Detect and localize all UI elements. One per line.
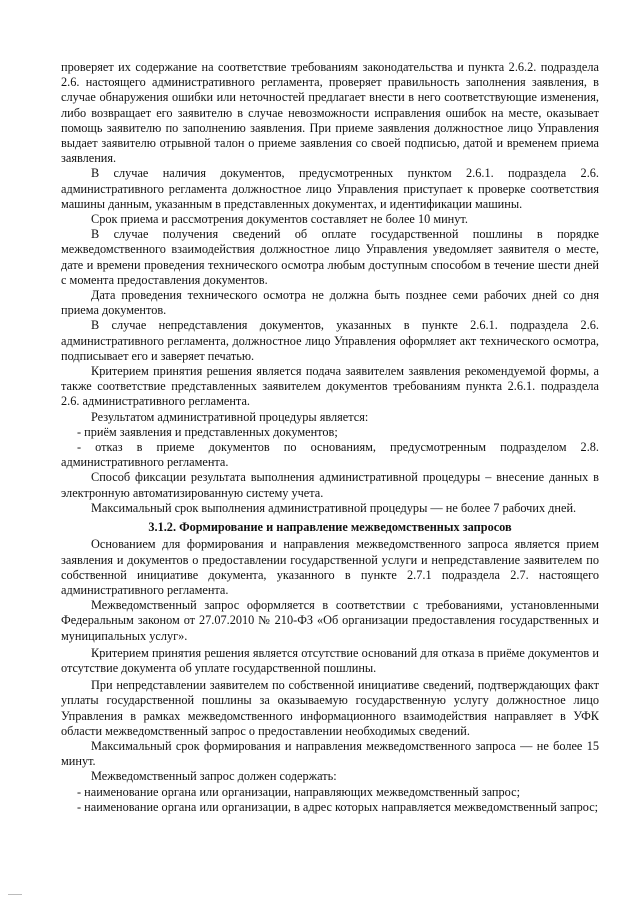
paragraph: При непредставлении заявителем по собственной инициативе сведений, подтверждающих факт уплаты государственной пошлины за оказываемую государственную услугу должностное лицо Управления в рамках межведомственного информационного взаимодействия направляет в УФК области межведомственный запрос о предоставлении необходимых сведений. [61, 678, 599, 738]
paragraph: Межведомственный запрос оформляется в соответствии с требованиями, установленными Федеральным законом от 27.07.2010 № 210-ФЗ «Об организации предоставления государственных и муниципальных услуг». [61, 598, 599, 643]
paragraph: Критерием принятия решения является подача заявителем заявления рекомендуемой формы, а также соответствие представленных заявителем документов требованиям пункта 2.6.1. подраздела 2.6. административного регламента. [61, 364, 599, 409]
paragraph: В случае получения сведений об оплате государственной пошлины в порядке межведомственного взаимодействия должностное лицо Управления уведомляет заявителя о месте, дате и времени проведения технического осмотра любым доступным способом в течение шести дней с момента предоставления документов. [61, 227, 599, 287]
section-heading: 3.1.2. Формирование и направление межведомственных запросов [148, 520, 512, 535]
paragraph: Способ фиксации результата выполнения административной процедуры – внесение данных в электронную автоматизированную систему учета. [61, 470, 599, 500]
document-body [61, 60, 599, 815]
paragraph: Результатом административной процедуры является: [91, 409, 369, 424]
paragraph: Критерием принятия решения является отсутствие оснований для отказа в приёме документов и отсутствие документа об уплате государственной пошлины. [61, 645, 599, 675]
paragraph: Срок приема и рассмотрения документов составляет не более 10 минут. [91, 212, 468, 227]
paragraph: В случае наличия документов, предусмотренных пунктом 2.6.1. подраздела 2.6. административного регламента должностное лицо Управления приступает к проверке соответствия машины данным, указанным в представленных документах, и идентификации машины. [61, 166, 599, 211]
paragraph: В случае непредставления документов, указанных в пункте 2.6.1. подраздела 2.6. административного регламента, должностное лицо Управления оформляет акт технического осмотра, подписывает его и заверяет печатью. [61, 318, 599, 363]
list-item: - отказ в приеме документов по основаниям, предусмотренным подразделом 2.8. административного регламента. [61, 440, 599, 470]
paragraph: проверяет их содержание на соответствие требованиям законодательства и пункта 2.6.2. подраздела 2.6. настоящего административного регламента, проверяет правильность заполнения заявления, в случае обнаружения ошибки или неточностей предлагает внести в него соответствующие изменения, либо возвращает его заявителю в случае невозможности исправления ошибок на месте, оказывает помощь заявителю по заполнению заявления. При приеме заявления должностное лицо Управления выдает заявителю отрывной талон о приеме заявления со своей подписью, датой и временем приема заявления. [61, 60, 599, 166]
scan-edge-mark [8, 894, 22, 895]
paragraph: Основанием для формирования и направления межведомственного запроса является прием заявления и документов о предоставлении государственной услуги и непредставление заявителем по собственной инициативе документа, указанного в пункте 2.7.1 подраздела 2.7. настоящего административного регламента. [61, 537, 599, 597]
paragraph: Максимальный срок выполнения административной процедуры — не более 7 рабочих дней. [91, 500, 577, 515]
list-item: - наименование органа или организации, в адрес которых направляется межведомственный запрос; [77, 799, 599, 814]
list-item: - приём заявления и представленных документов; [77, 424, 338, 439]
paragraph: Межведомственный запрос должен содержать: [91, 769, 337, 784]
list-item: - наименование органа или организации, направляющих межведомственный запрос; [77, 784, 520, 799]
paragraph: Максимальный срок формирования и направления межведомственного запроса — не более 15 минут. [61, 738, 599, 769]
paragraph: Дата проведения технического осмотра не должна быть позднее семи рабочих дней со дня приема документов. [61, 288, 599, 318]
